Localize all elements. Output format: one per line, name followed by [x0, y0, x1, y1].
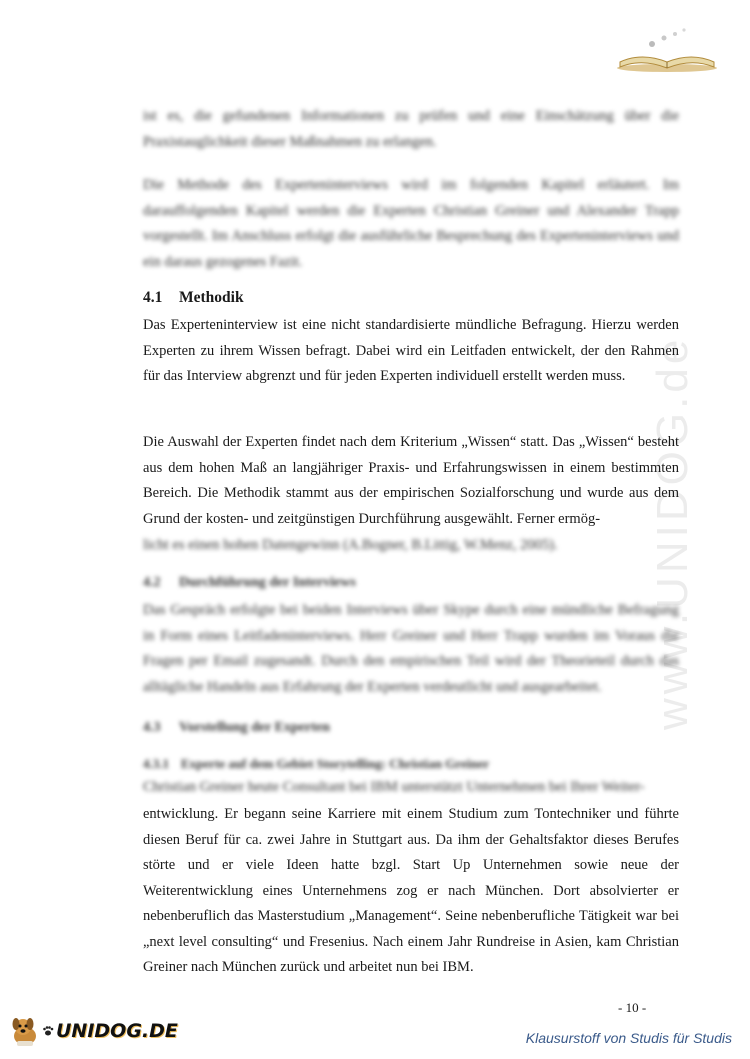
dog-logo-icon — [8, 1014, 42, 1048]
methodik-paragraph-1: Das Experteninterview ist eine nicht standardisierte mündliche Befragung. Hierzu werden Experten zu ihrem Wissen befragt. Dabei wird ein Leitfaden entwickelt, der den Rahmen für das Interview abgrenzt und für jeden Experten individuell erstellt werden muss. — [143, 317, 679, 384]
section-number: 4.2 — [143, 575, 161, 590]
section-number: 4.3.1 — [143, 756, 169, 771]
page-number: - 10 - — [618, 1000, 647, 1015]
intro-paragraph-2: Die Methode des Experteninterviews wird im folgenden Kapitel erläutert. Im darauffolgenden Kapitel werden die Experten Christian Greiner und Alexander Trapp vorgestellt. Im Anschluss erfolgt die ausführliche Besprechung des Experteninterviews und ein daraus gezogenes Fazit. — [143, 177, 679, 270]
greiner-paragraph: entwicklung. Er begann seine Karriere mit einem Studium zum Tontechniker und führte diesen Beruf für ca. zwei Jahre in Stuttgart aus. Da ihm der Gehaltsfaktor dieses Berufes störte und er viele Ideen hatte bzgl. Start Up Unternehmen sowie neue der Weiterentwicklung eines Unternehmens zog er nach München. Dort absolvierter er nebenberuflich das Masterstudium „Management“. Seine nebenberufliche Tätigkeit war bei „next level consulting“ und Fresenius. Nach einem Jahr Rundreise in Asien, kam Christian Greiner nach München zurück und arbeitet nun bei IBM. — [143, 806, 679, 975]
section-title: Methodik — [179, 289, 244, 306]
footer-slogan: Klausurstoff von Studis für Studis — [525, 1030, 732, 1046]
watermark: www.UNIDOG.de — [648, 335, 697, 730]
greiner-paragraph-start: Christian Greiner heute Consultant bei IBM unterstützt Unternehmen bei Ihrer Weiter- — [143, 779, 645, 795]
section-heading-4-3-1 — [143, 756, 489, 772]
section-heading-4-1 — [143, 289, 244, 307]
section-title: Experte auf dem Gebiet Storytelling: Christian Greiner — [181, 756, 490, 771]
methodik-paragraph-2-end: licht es einen hohen Datengewinn (A.Bogner, B.Littig, W.Menz, 2005). — [143, 537, 558, 553]
methodik-paragraph-2: Die Auswahl der Experten findet nach dem Kriterium „Wissen“ statt. Das „Wissen“ besteht aus dem hohen Maß an langjähriger Praxis- und Erfahrungswissen in einem bestimmten Bereich. Die Methodik stammt aus der empirischen Sozialforschung und wurde aus dem Grund der kosten- und zeitgünstigen Durchführung ausgewählt. Ferner ermög- — [143, 434, 679, 527]
intro-paragraph-1: ist es, die gefundenen Informationen zu prüfen und eine Einschätzung über die Praxistauglichkeit dieser Maßnahmen zu erlangen. — [143, 108, 679, 150]
section-title: Durchführung der Interviews — [179, 575, 356, 590]
book-logo-icon — [612, 22, 722, 77]
section-heading-4-3 — [143, 720, 330, 736]
footer-logo-text: UNIDOG.DE — [56, 1020, 178, 1042]
section-number: 4.3 — [143, 720, 161, 735]
section-heading-4-2 — [143, 575, 356, 591]
section-title: Vorstellung der Experten — [179, 720, 330, 735]
durchfuehrung-paragraph: Das Gespräch erfolgte bei beiden Interviews über Skype durch eine mündliche Befragung in Form eines Leitfadeninterviews. Herr Greiner und Herr Trapp wurden im Voraus die Fragen per Email zugesandt. Durch den empirischen Teil wird der Theorieteil durch das alltägliche Handeln aus Erfahrung der Experten verdeutlicht und ausgearbeitet. — [143, 602, 679, 695]
section-number: 4.1 — [143, 289, 163, 306]
footer-logo[interactable] — [8, 1014, 178, 1048]
paw-icon — [42, 1025, 54, 1037]
